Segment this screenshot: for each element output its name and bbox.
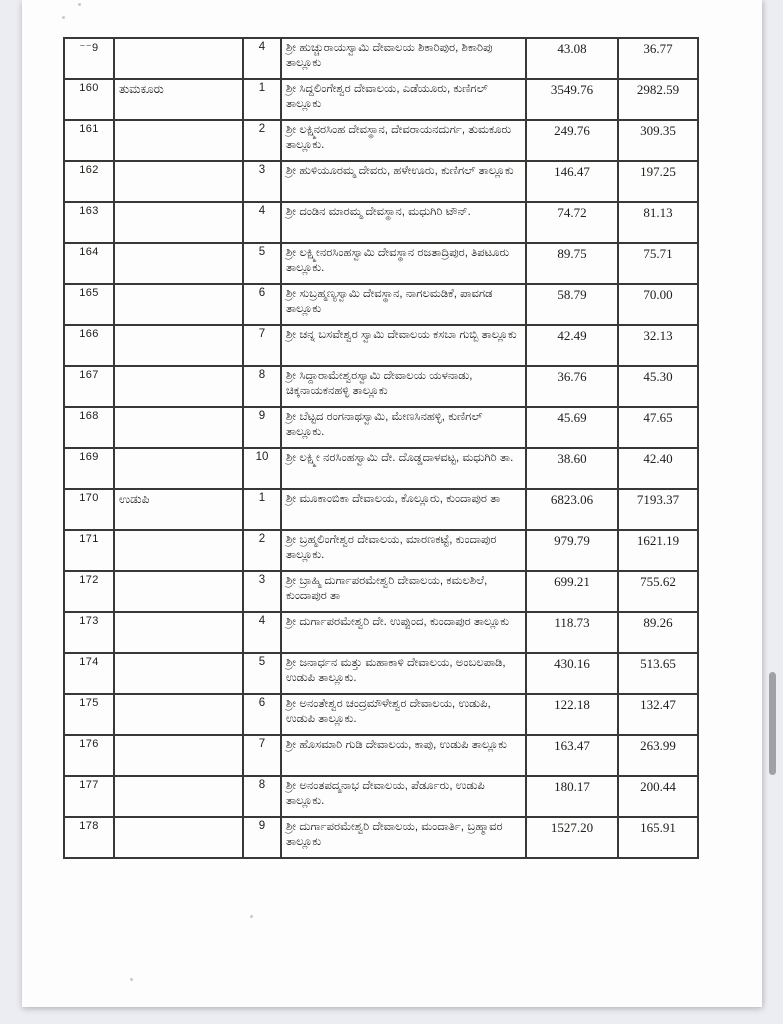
cell-amount-1: 36.76 [526, 366, 618, 407]
cell-sub-number: 10 [243, 448, 281, 489]
cell-temple-name: ಶ್ರೀ ಹುಳಿಯೂರಮ್ಮ ದೇವರು, ಹಳೇಊರು, ಕುಣಿಗಲ್ ತಾಲ್ಲೂಕು [281, 161, 526, 202]
cell-temple-name: ಶ್ರೀ ಹೊಸಮಾರಿ ಗುಡಿ ದೇವಾಲಯ, ಕಾಪು, ಉಡುಪಿ ತಾಲ್ಲೂಕು [281, 735, 526, 776]
cell-amount-2: 165.91 [618, 817, 698, 858]
cell-amount-2: 47.65 [618, 407, 698, 448]
cell-serial-number: 164 [64, 243, 114, 284]
table-row [64, 366, 698, 407]
cell-district-name [114, 612, 243, 653]
cell-temple-name: ಶ್ರೀ ಸಿದ್ದಲಿಂಗೇಶ್ವರ ದೇವಾಲಯ, ಎಡೆಯೂರು, ಕುಣಿಗಲ್ ತಾಲ್ಲೂಕು [281, 79, 526, 120]
table-row [64, 79, 698, 120]
cell-sub-number: 9 [243, 407, 281, 448]
table-row [64, 735, 698, 776]
cell-sub-number: 4 [243, 202, 281, 243]
cell-serial-number: 172 [64, 571, 114, 612]
cell-amount-2: 513.65 [618, 653, 698, 694]
cell-sub-number: 2 [243, 120, 281, 161]
cell-amount-1: 122.18 [526, 694, 618, 735]
cell-sub-number: 7 [243, 735, 281, 776]
cell-sub-number: 5 [243, 653, 281, 694]
cell-district-name [114, 38, 243, 79]
cell-temple-name: ಶ್ರೀ ಸಿದ್ದಾರಾಮೇಶ್ವರಸ್ವಾಮಿ ದೇವಾಲಯ ಯಳನಾಡು, ಚಿಕ್ಕನಾಯಕನಹಳ್ಳಿ ತಾಲ್ಲೂಕು [281, 366, 526, 407]
cell-district-name: ತುಮಕೂರು [114, 79, 243, 120]
cell-serial-number: 177 [64, 776, 114, 817]
scan-speck [250, 915, 253, 918]
table-row [64, 653, 698, 694]
cell-temple-name: ಶ್ರೀ ಅನಂತಪದ್ಮನಾಭ ದೇವಾಲಯ, ಪೆರ್ಡೂರು, ಉಡುಪಿ ತಾಲ್ಲೂಕು. [281, 776, 526, 817]
cell-amount-1: 6823.06 [526, 489, 618, 530]
cell-temple-name: ಶ್ರೀ ಸುಬ್ರಹ್ಮಣ್ಯಸ್ವಾಮಿ ದೇವಸ್ಥಾನ, ನಾಗಲಮಡಿಕೆ, ಪಾವಗಡ ತಾಲ್ಲೂಕು [281, 284, 526, 325]
cell-temple-name: ಶ್ರೀ ದಂಡಿನ ಮಾರಮ್ಮ ದೇವಸ್ಥಾನ, ಮಧುಗಿರಿ ಟೌನ್. [281, 202, 526, 243]
table-row [64, 202, 698, 243]
cell-temple-name: ಶ್ರೀ ಬೆಟ್ಟದ ರಂಗನಾಥಸ್ವಾಮಿ, ಮೇಣಸಿನಹಳ್ಳಿ, ಕುಣಿಗಲ್ ತಾಲ್ಲೂಕು. [281, 407, 526, 448]
table-row [64, 161, 698, 202]
cell-amount-2: 70.00 [618, 284, 698, 325]
cell-district-name [114, 202, 243, 243]
cell-serial-number: 178 [64, 817, 114, 858]
cell-district-name [114, 120, 243, 161]
document-page [22, 0, 762, 1007]
cell-amount-2: 132.47 [618, 694, 698, 735]
scrollbar-thumb[interactable] [769, 672, 776, 775]
cell-amount-2: 263.99 [618, 735, 698, 776]
cell-district-name [114, 571, 243, 612]
table-body [64, 38, 698, 858]
table-row [64, 776, 698, 817]
cell-sub-number: 3 [243, 161, 281, 202]
scan-speck [78, 3, 81, 6]
table-row [64, 817, 698, 858]
cell-serial-number: 176 [64, 735, 114, 776]
cell-serial-number: 167 [64, 366, 114, 407]
cell-district-name [114, 653, 243, 694]
cell-district-name [114, 448, 243, 489]
cell-temple-name: ಶ್ರೀ ಬ್ರಹ್ಮಲಿಂಗೇಶ್ವರ ದೇವಾಲಯ, ಮಾರಣಕಟ್ಟೆ, ಕುಂದಾಪುರ ತಾಲ್ಲೂಕು. [281, 530, 526, 571]
cell-district-name [114, 694, 243, 735]
cell-temple-name: ಶ್ರೀ ದುರ್ಗಾಪರಮೇಶ್ವರಿ ದೇವಾಲಯ, ಮಂದಾರ್ತಿ, ಬ್ರಹ್ಮಾವರ ತಾಲ್ಲೂಕು [281, 817, 526, 858]
cell-amount-1: 699.21 [526, 571, 618, 612]
cell-amount-1: 38.60 [526, 448, 618, 489]
cell-amount-1: 3549.76 [526, 79, 618, 120]
cell-sub-number: 8 [243, 776, 281, 817]
cell-district-name [114, 284, 243, 325]
table-row [64, 38, 698, 79]
cell-amount-1: 89.75 [526, 243, 618, 284]
cell-amount-2: 75.71 [618, 243, 698, 284]
cell-sub-number: 6 [243, 694, 281, 735]
cell-amount-2: 1621.19 [618, 530, 698, 571]
table-row [64, 284, 698, 325]
cell-amount-2: 32.13 [618, 325, 698, 366]
cell-amount-2: 200.44 [618, 776, 698, 817]
cell-sub-number: 1 [243, 79, 281, 120]
cell-sub-number: 2 [243, 530, 281, 571]
table-row [64, 243, 698, 284]
cell-amount-1: 58.79 [526, 284, 618, 325]
cell-sub-number: 4 [243, 38, 281, 79]
cell-district-name [114, 161, 243, 202]
cell-amount-2: 755.62 [618, 571, 698, 612]
cell-amount-1: 430.16 [526, 653, 618, 694]
cell-amount-1: 979.79 [526, 530, 618, 571]
cell-district-name [114, 325, 243, 366]
cell-serial-number: 174 [64, 653, 114, 694]
cell-sub-number: 1 [243, 489, 281, 530]
table-row [64, 694, 698, 735]
cell-amount-2: 36.77 [618, 38, 698, 79]
cell-district-name [114, 366, 243, 407]
cell-district-name [114, 817, 243, 858]
cell-amount-1: 118.73 [526, 612, 618, 653]
cell-serial-number: 166 [64, 325, 114, 366]
temple-grants-table [63, 37, 699, 859]
cell-serial-number: 175 [64, 694, 114, 735]
cell-amount-2: 309.35 [618, 120, 698, 161]
cell-serial-number: ⁻⁻9 [64, 38, 114, 79]
cell-sub-number: 7 [243, 325, 281, 366]
table-row [64, 489, 698, 530]
cell-sub-number: 5 [243, 243, 281, 284]
cell-district-name [114, 243, 243, 284]
cell-temple-name: ಶ್ರೀ ದುರ್ಗಾಪರಮೇಶ್ವರಿ ದೇ. ಉಪ್ಪುಂದ, ಕುಂದಾಪುರ ತಾಲ್ಲೂಕು [281, 612, 526, 653]
cell-temple-name: ಶ್ರೀ ಚನ್ನ ಬಸವೇಶ್ವರ ಸ್ವಾಮಿ ದೇವಾಲಯ ಕಸಬಾ ಗುಬ್ಬಿ ತಾಲ್ಲೂಕು [281, 325, 526, 366]
cell-serial-number: 170 [64, 489, 114, 530]
cell-serial-number: 169 [64, 448, 114, 489]
cell-amount-1: 43.08 [526, 38, 618, 79]
table-row [64, 325, 698, 366]
table-row [64, 612, 698, 653]
table-row [64, 571, 698, 612]
cell-temple-name: ಶ್ರೀ ಹುಚ್ಚುರಾಯಸ್ವಾಮಿ ದೇವಾಲಯ ಶಿಕಾರಿಪುರ, ಶಿಕಾರಿಪು ತಾಲ್ಲೂಕು [281, 38, 526, 79]
cell-temple-name: ಶ್ರೀ ಬ್ರಾಹ್ಮಿ ದುರ್ಗಾಪರಮೇಶ್ವರಿ ದೇವಾಲಯ, ಕಮಲಶಿಲೆ, ಕುಂದಾಪುರ ತಾ [281, 571, 526, 612]
cell-amount-1: 180.17 [526, 776, 618, 817]
cell-district-name [114, 735, 243, 776]
cell-district-name [114, 776, 243, 817]
cell-sub-number: 3 [243, 571, 281, 612]
cell-temple-name: ಶ್ರೀ ಲಕ್ಷ್ಮಿನರಸಿಂಹ ದೇವಸ್ಥಾನ, ದೇವರಾಯನದುರ್ಗ, ತುಮಕೂರು ತಾಲ್ಲೂಕು. [281, 120, 526, 161]
cell-amount-1: 42.49 [526, 325, 618, 366]
scan-speck [62, 16, 65, 19]
table-row [64, 448, 698, 489]
cell-serial-number: 162 [64, 161, 114, 202]
cell-sub-number: 8 [243, 366, 281, 407]
cell-temple-name: ಶ್ರೀ ಲಕ್ಷ್ಮೀನರಸಿಂಹಸ್ವಾಮಿ ದೇವಸ್ಥಾನ ರಜತಾದ್ರಿಪುರ, ತಿಪಟೂರು ತಾಲ್ಲೂಕು. [281, 243, 526, 284]
cell-serial-number: 173 [64, 612, 114, 653]
table-row [64, 120, 698, 161]
cell-temple-name: ಶ್ರೀ ಮೂಕಾಂಬಿಕಾ ದೇವಾಲಯ, ಕೊಲ್ಲೂರು, ಕುಂದಾಪುರ ತಾ [281, 489, 526, 530]
cell-temple-name: ಶ್ರೀ ಅನಂತೇಶ್ವರ ಚಂದ್ರಮೌಳೇಶ್ವರ ದೇವಾಲಯ, ಉಡುಪಿ, ಉಡುಪಿ ತಾಲ್ಲೂಕು. [281, 694, 526, 735]
cell-sub-number: 9 [243, 817, 281, 858]
cell-serial-number: 163 [64, 202, 114, 243]
cell-amount-2: 2982.59 [618, 79, 698, 120]
cell-serial-number: 161 [64, 120, 114, 161]
cell-amount-2: 42.40 [618, 448, 698, 489]
cell-amount-2: 89.26 [618, 612, 698, 653]
cell-amount-2: 81.13 [618, 202, 698, 243]
table-row [64, 530, 698, 571]
cell-amount-1: 45.69 [526, 407, 618, 448]
cell-serial-number: 171 [64, 530, 114, 571]
cell-amount-2: 7193.37 [618, 489, 698, 530]
cell-amount-1: 1527.20 [526, 817, 618, 858]
cell-district-name: ಉಡುಪಿ [114, 489, 243, 530]
cell-serial-number: 165 [64, 284, 114, 325]
cell-sub-number: 4 [243, 612, 281, 653]
cell-amount-1: 163.47 [526, 735, 618, 776]
cell-amount-1: 74.72 [526, 202, 618, 243]
cell-district-name [114, 530, 243, 571]
cell-serial-number: 160 [64, 79, 114, 120]
cell-sub-number: 6 [243, 284, 281, 325]
cell-amount-1: 249.76 [526, 120, 618, 161]
cell-temple-name: ಶ್ರೀ ಲಕ್ಷ್ಮೀ ನರಸಿಂಹಸ್ವಾಮಿ ದೇ. ದೊಡ್ಡದಾಳವಟ್ಟ, ಮಧುಗಿರಿ ತಾ. [281, 448, 526, 489]
cell-amount-2: 45.30 [618, 366, 698, 407]
table-row [64, 407, 698, 448]
cell-amount-1: 146.47 [526, 161, 618, 202]
cell-amount-2: 197.25 [618, 161, 698, 202]
cell-temple-name: ಶ್ರೀ ಜನಾರ್ಧನ ಮತ್ತು ಮಹಾಕಾಳಿ ದೇವಾಲಯ, ಅಂಬಲಪಾಡಿ, ಉಡುಪಿ ತಾಲ್ಲೂಕು. [281, 653, 526, 694]
scan-speck [130, 978, 133, 981]
cell-serial-number: 168 [64, 407, 114, 448]
cell-district-name [114, 407, 243, 448]
